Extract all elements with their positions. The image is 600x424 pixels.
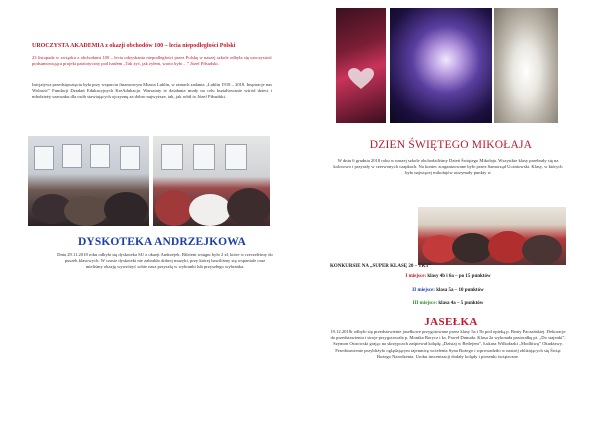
konkurs-title: KONKURSIE NA „SUPER KLASĘ 20 – TKT”: [330, 264, 432, 269]
jaselka-text: 19.12.2018r odbyło się przedstawienie jasełkowe przygotowane przez klasy 5a i 5b pod opieką p. Beaty Paczańskiej. Dekoracje do przedstawienia i stroje przygotowała p. Monika Borycz i ks. Paweł Dumała. Klasa 2a wykonała pastorałkę pt. „Do stajenki”, Szymon Ostrowski grając na skrzypcach zaśpiewał kolędę „Dzisiaj w Betlejem”, Łukasz Wilkołazki „Modlitwę” Okudżawy. Przedstawienie przybliżyło oglądającym tajemnicę wcielenia Syna Bożego i wprowadziło w nastrój zbliżających się Świąt Bożego Narodzenia. Uroku inscenizacji dodały kolędy i piosenki świąteczne.: [330, 329, 566, 359]
place-2: [330, 288, 566, 293]
disco-lights-photo: [390, 8, 492, 123]
place-1: [330, 274, 566, 279]
heart-decoration-photo: [336, 8, 386, 123]
akademia-paragraph-1: 23 listopada w związku z obchodami 100 – lecia odzyskania niepodległości przez Polskę w naszej szkole odbyła się uroczystość podsumowująca projekt patriotyczny pod hasłem „Tak żyć, jak żyłem, warto było…” Józef Piłsudski.: [32, 55, 272, 67]
place-2-text: klasa 5a – 10 punktów: [434, 288, 484, 293]
dyskoteka-title: DYSKOTEKA ANDRZEJKOWA: [78, 236, 246, 248]
crystal-heart-photo: [494, 8, 558, 123]
akademia-paragraph-2: Inicjatywa przedsięwzięcia była przy wsparciu finansowym Miasta Lublin, w ramach zadania „Lublin 1918 – 2018. Inspiracje nas Wolność” Fundacji Działań Edukacyjnych KreAdukacja. Warsztaty te działania miały na celu kształtowanie wśród dzieci i młodzieży szacunku dla osób stawiających ojczyznę za dobro najwyższe, tak, jak robił to Józef Piłsudski.: [32, 82, 272, 100]
place-2-label: II miejsce:: [412, 288, 435, 293]
mikolaj-title: DZIEN ŚWIĘTEGO MIKOŁAJA: [369, 139, 533, 151]
assembly-hall-photo-1: [28, 136, 149, 226]
assembly-hall-photo-2: [153, 136, 270, 226]
place-1-label: I miejsce:: [405, 274, 427, 279]
santa-class-photo: [418, 207, 566, 265]
place-3-text: klasa 4a – 5 punktów: [437, 301, 484, 306]
mikolaj-text: W dniu 6 grudnia 2018 roku w naszej szkole obchodziliśmy Dzień Świętego Mikołaja. Wszystkie klasy przebrały się na kolorowo i przyszły w czerwonych czapkach. Na koniec zorganizowane było przez Samorząd Uczniowski. Klasy, w których było najwięcej mikołajów otrzymały punkty w: [333, 158, 563, 176]
heart-icon: [348, 68, 374, 90]
dyskoteka-text: Dnia 29.11.2018 roku odbyła się dyskoteka SU z okazji Andrzejek. Biletem wstępu było 2 zł, które w rzeczeliśmy do puszek klasowych. W czasie dyskoteki nie zabrakło dobrej muzyki, przy której bawiliśmy się wspaniale oraz mieliśmy okazję wywróżyć sobie nasz przyszłą w wybranki lub przyszłego wybranka.: [57, 252, 273, 270]
place-1-text: klasy 4b i 6a – po 15 punktów: [426, 274, 491, 279]
place-3: [330, 301, 566, 306]
jaselka-title: JASEŁKA: [424, 316, 478, 328]
akademia-title: UROCZYSTA AKADEMIA z okazji obchodów 100 – lecia niepodległości Polski: [32, 43, 236, 49]
place-3-label: III miejsce:: [412, 301, 438, 306]
